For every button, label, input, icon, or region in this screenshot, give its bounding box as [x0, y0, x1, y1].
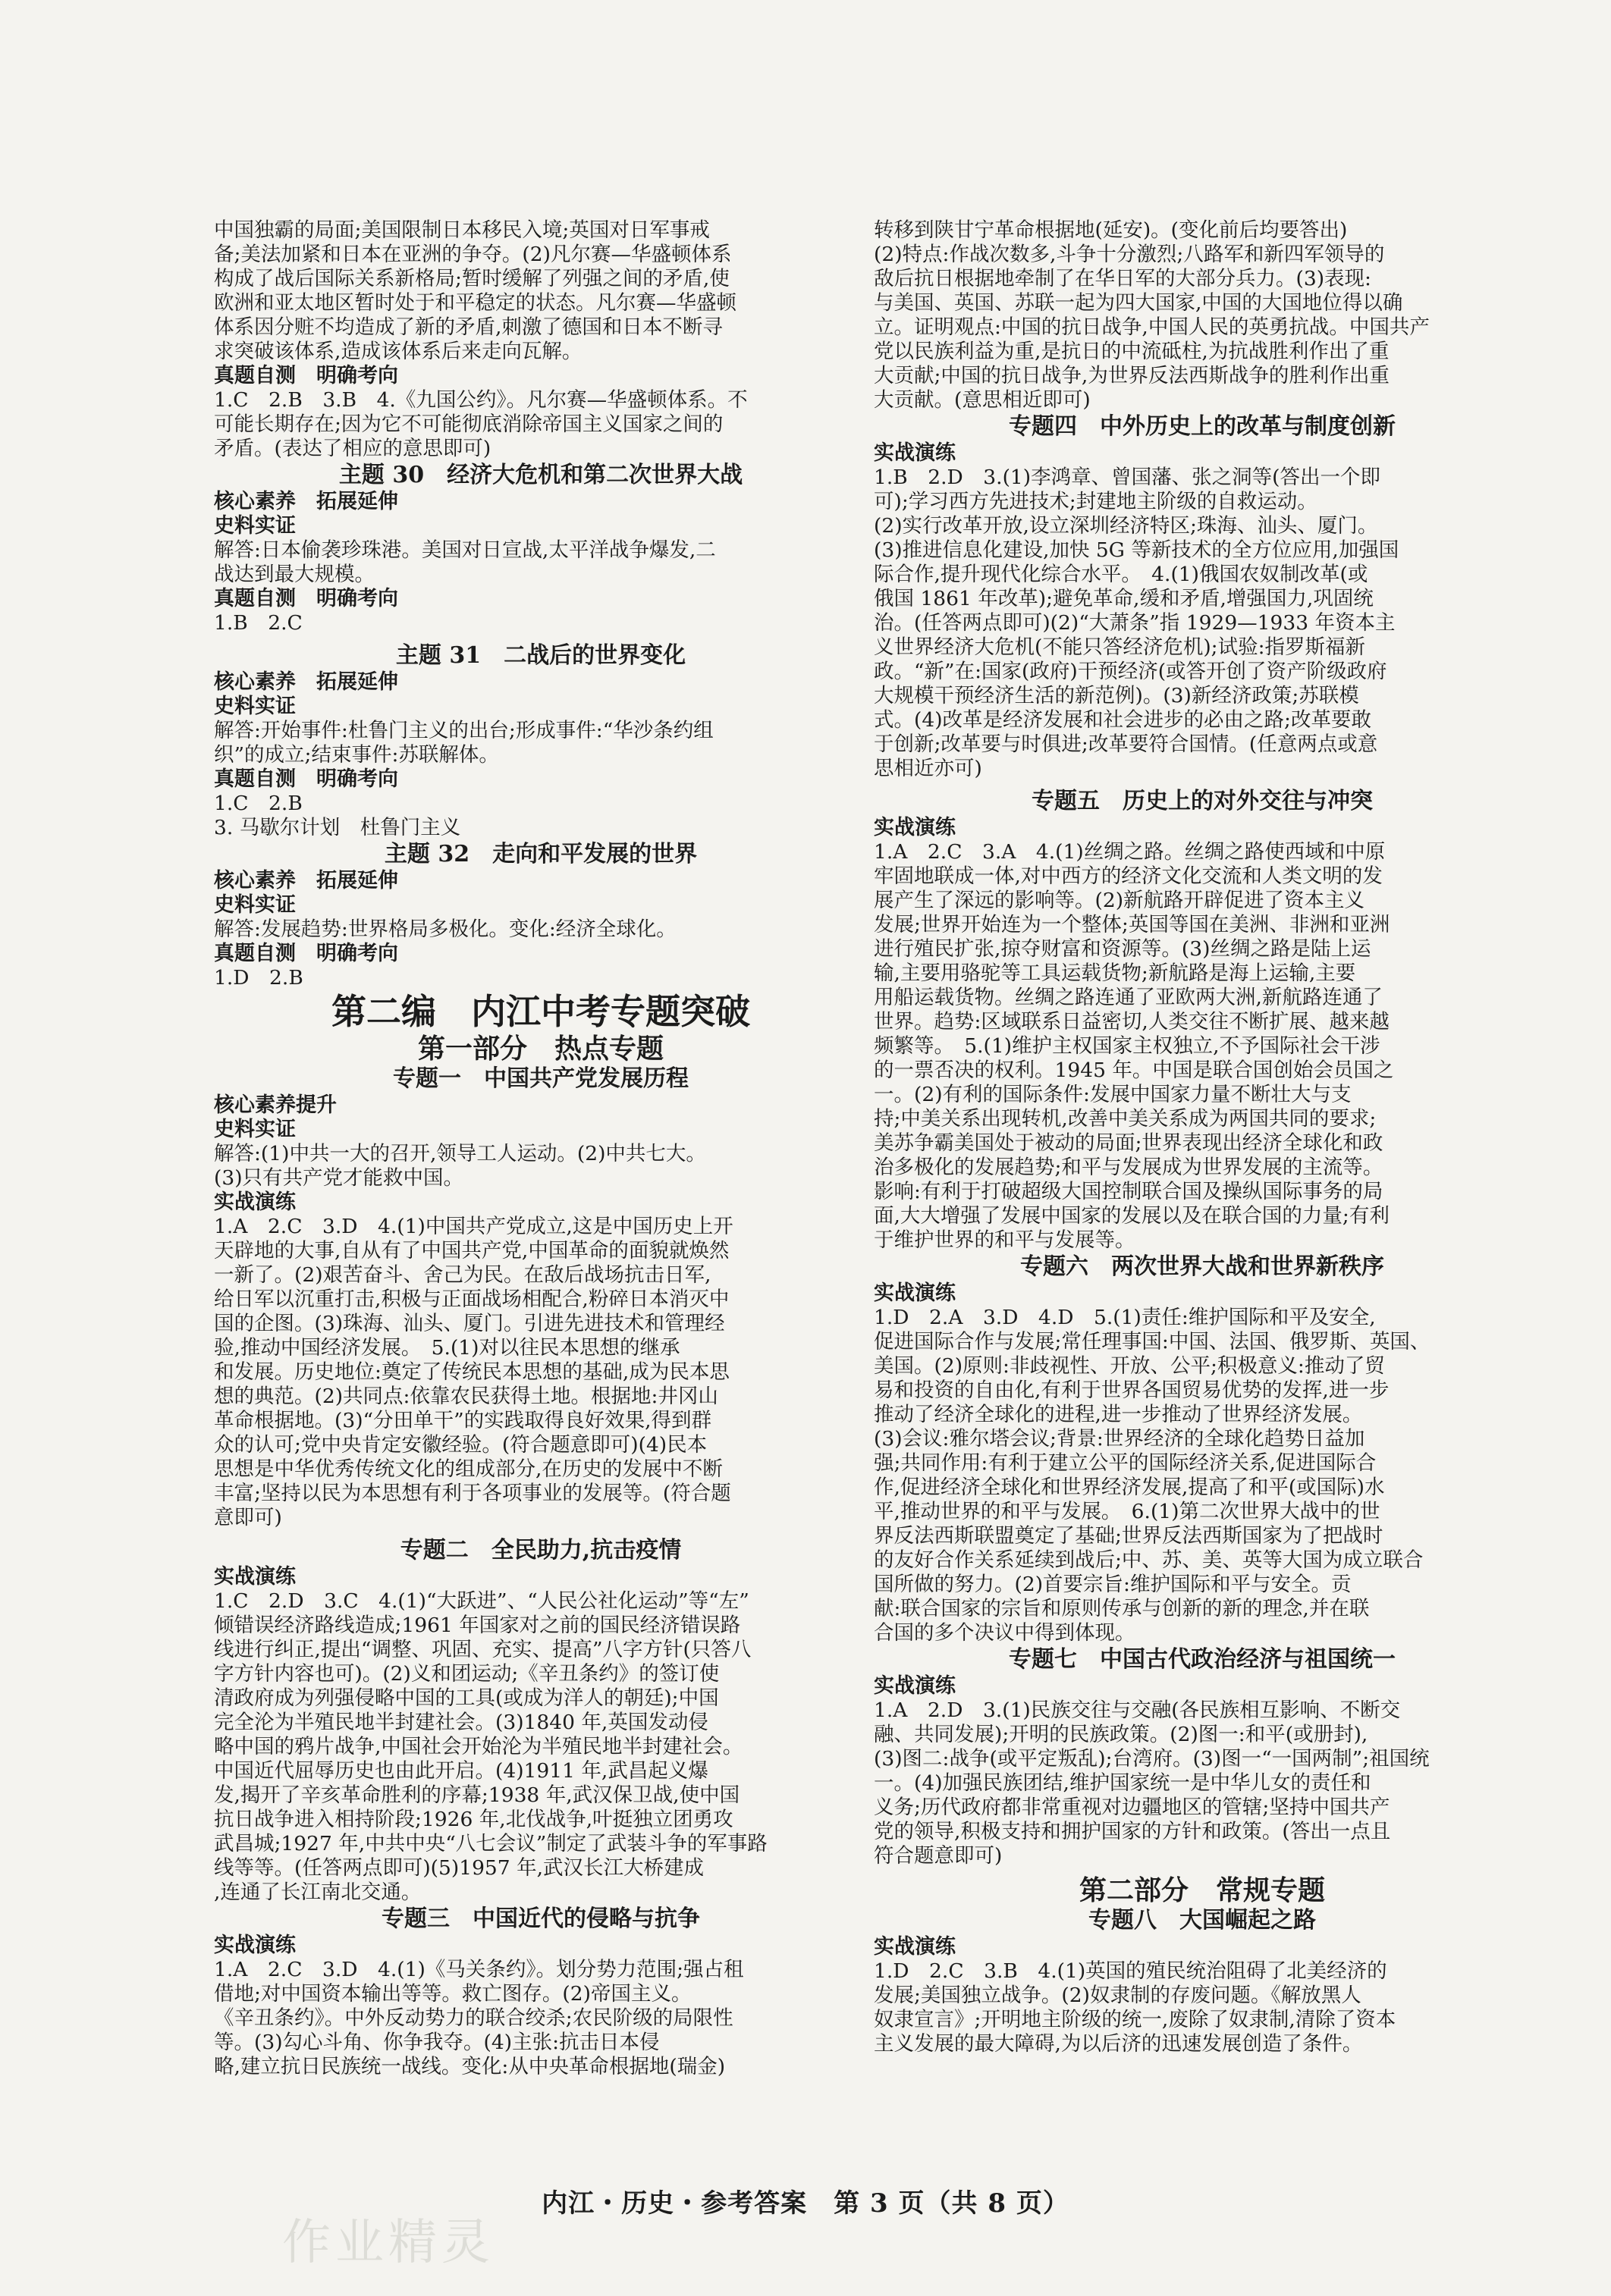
spacer: [874, 781, 1531, 787]
answer-paragraph: 1.D 2.B: [214, 966, 303, 990]
section-label: 实战演练: [214, 1934, 296, 1957]
answer-paragraph: 1.D 2.A 3.D 4.D 5.(1)责任:维护国际和平及安全, 促进国际合作与发展;常任理事国:中国、法国、俄罗斯、英国、 美国。(2)原则:非歧视性、开放、公平;积极意义:推动了贸 易和投资的自由化,有利于世界各国贸易优势的发挥,进一步 推动了经济全球化的进程,进一步推动了世界经济发展。 (3)会议:雅尔塔会议;背景:世界经济的全球化趋势日益加 强;共同作用:有利于建立公平的国际经济关系,促进国际合 作,促进经济全球化和世界经济发展,提高了和平(或国际)水 平,推动世界的和平与发展。 6.(1)第二次世界大战中的世 界反法西斯联盟奠定了基础;世界反法西斯国家为了把战时 的友好合作关系延续到战后;中、苏、美、英等大国为成立联合 国所做的努力。(2)首要宗旨:维护国际和平与安全。贡 献:联合国家的宗旨和原则传承与创新的新的理念,并在联 合国的多个决议中得到体现。: [874, 1306, 1430, 1645]
section-label: 核心素养 拓展延伸: [214, 670, 398, 694]
section-label: 实战演练: [214, 1190, 296, 1214]
answer-paragraph: 转移到陕甘宁革命根据地(延安)。(变化前后均要答出) (2)特点:作战次数多,斗争十分激烈;八路军和新四军领导的 敌后抗日根据地牵制了在华日军的大部分兵力。(3)表现: 与美国、英国、苏联一起为四大国家,中国的大国地位得以确 立。证明观点:中国的抗日战争,中国人民的英勇抗战。中国共产 党以民族利益为重,是抗日的中流砥柱,为抗战胜利作出了重 大贡献;中国的抗日战争,为世界反法西斯战争的胜利作出重 大贡献。(意思相近即可): [874, 218, 1430, 412]
answer-paragraph: 中国独霸的局面;美国限制日本移民入境;英国对日军事戒 备;美法加紧和日本在亚洲的争夺。(2)凡尔赛—华盛顿体系 构成了战后国际关系新格局;暂时缓解了列强之间的矛盾,使 欧洲和亚太地区暂时处于和平稳定的状态。凡尔赛—华盛顿 体系因分赃不均造成了新的矛盾,刺激了德国和日本不断寻 求突破该体系,造成该体系后来走向瓦解。: [214, 218, 736, 363]
page-footer: 内江・历史・参考答案 第 3 页（共 8 页）: [542, 2188, 1069, 2219]
section-label: 实战演练: [214, 1565, 296, 1589]
section-label: 真题自测 明确考向: [214, 767, 398, 791]
left-column: [214, 218, 868, 2079]
topic-heading: 专题八 大国崛起之路: [1088, 1907, 1316, 1934]
answer-paragraph: 解答:日本偷袭珍珠港。美国对日宣战,太平洋战争爆发,二 战达到最大规模。: [214, 538, 716, 586]
section-label: 实战演练: [874, 1935, 956, 1959]
section-label: 核心素养 拓展延伸: [214, 490, 398, 513]
section-label: 真题自测 明确考向: [214, 942, 398, 965]
topic-heading: 专题五 历史上的对外交往与冲突: [1032, 788, 1373, 814]
topic-heading: 专题一 中国共产党发展历程: [393, 1065, 689, 1092]
answer-paragraph: 1.C 2.B 3.B 4.《九国公约》。凡尔赛—华盛顿体系。不 可能长期存在;因为它不可能彻底消除帝国主义国家之间的 矛盾。(表达了相应的意思即可): [214, 388, 748, 460]
spacer: [214, 1530, 868, 1536]
answer-paragraph: 1.D 2.C 3.B 4.(1)英国的殖民统治阻碍了北美经济的 发展;美国独立战争。(2)奴隶制的存废问题。《解放黑人 奴隶宣言》;开明地主阶级的统一,废除了奴隶制,清除了资本 主义发展的最大障碍,为以后济的迅速发展创造了条件。: [874, 1959, 1396, 2056]
section-label: 史料实证: [214, 514, 296, 538]
answer-paragraph: 解答:开始事件:杜鲁门主义的出台;形成事件:“华沙条约组 织”的成立;结束事件:苏联解体。: [214, 719, 714, 767]
answer-paragraph: 1.A 2.C 3.D 4.(1)《马关条约》。划分势力范围;强占租 借地;对中国资本输出等等。救亡图存。(2)帝国主义。 《辛丑条约》。中外反动势力的联合绞杀;农民阶级的局限性 等。(3)勾心斗角、你争我夺。(4)主张:抗击日本侵 略,建立抗日民族统一战线。变化:从中央革命根据地(瑞金): [214, 1958, 744, 2078]
section-label: 核心素养 拓展延伸: [214, 869, 398, 892]
spacer: [214, 635, 868, 641]
answer-paragraph: 解答:发展趋势:世界格局多极化。变化:经济全球化。: [214, 917, 677, 941]
topic-heading: 专题六 两次世界大战和世界新秩序: [1020, 1253, 1384, 1280]
section-label: 真题自测 明确考向: [214, 587, 398, 610]
topic-heading: 主题 32 走向和平发展的世界: [384, 841, 698, 867]
unit-heading: 第二编 内江中考专题突破: [331, 991, 750, 1032]
right-column: [874, 218, 1531, 2056]
part-heading: 第二部分 常规专题: [1079, 1874, 1325, 1906]
section-label: 实战演练: [874, 441, 956, 465]
spacer: [874, 1868, 1531, 1874]
topic-heading: 专题四 中外历史上的改革与制度创新: [1009, 413, 1396, 440]
section-label: 实战演练: [874, 1674, 956, 1698]
topic-heading: 主题 31 二战后的世界变化: [395, 642, 686, 669]
topic-heading: 专题七 中国古代政治经济与祖国统一: [1009, 1646, 1396, 1673]
answer-paragraph: 解答:(1)中共一大的召开,领导工人运动。(2)中共七大。 (3)只有共产党才能救中国。: [214, 1142, 706, 1190]
topic-heading: 专题二 全民助力,抗击疫情: [400, 1537, 682, 1564]
section-label: 史料实证: [214, 695, 296, 718]
section-label: 实战演练: [874, 1281, 956, 1305]
section-label: 史料实证: [214, 893, 296, 917]
answer-paragraph: 1.A 2.C 3.D 4.(1)中国共产党成立,这是中国历史上开 天辟地的大事,自从有了中国共产党,中国革命的面貌就焕然 一新了。(2)艰苦奋斗、舍己为民。在敌后战场抗击日军, 给日军以沉重打击,积极与正面战场相配合,粉碎日本消灭中 国的企图。(3)珠海、汕头、厦门。引进先进技术和管理经 验,推动中国经济发展。 5.(1)对以往民本思想的继承 和发展。历史地位:奠定了传统民本思想的基础,成为民本思 想的典范。(2)共同点:依靠农民获得土地。根据地:井冈山 革命根据地。(3)“分田单干”的实践取得良好效果,得到群 众的认可;党中央肯定安徽经验。(符合题意即可)(4)民本 思想是中华优秀传统文化的组成部分,在历史的发展中不断 丰富;坚持以民为本思想有利于各项事业的发展等。(符合题 意即可): [214, 1215, 733, 1529]
part-heading: 第一部分 热点专题: [417, 1033, 664, 1065]
topic-heading: 专题三 中国近代的侵略与抗争: [382, 1905, 700, 1932]
watermark-logo: 作业精灵: [282, 2215, 495, 2271]
section-label: 史料实证: [214, 1118, 296, 1141]
topic-heading: 主题 30 经济大危机和第二次世界大战: [338, 462, 743, 488]
answer-paragraph: 1.C 2.B 3. 马歇尔计划 杜鲁门主义: [214, 792, 461, 839]
answer-paragraph: 1.C 2.D 3.C 4.(1)“大跃进”、“人民公社化运动”等“左” 倾错误经济路线造成;1961 年国家对之前的国民经济错误路 线进行纠正,提出“调整、巩固、充实、提高”八字方针(只答八 字方针内容也可)。(2)义和团运动;《辛丑条约》的签订使 清政府成为列强侵略中国的工具(或成为洋人的朝廷);中国 完全沦为半殖民地半封建社会。(3)1840 年,英国发动侵 略中国的鸦片战争,中国社会开始沦为半殖民地半封建社会。 中国近代屈辱历史也由此开启。(4)1911 年,武昌起义爆 发,揭开了辛亥革命胜利的序幕;1938 年,武汉保卫战,使中国 抗日战争进入相持阶段;1926 年,北伐战争,叶挺独立团勇攻 武昌城;1927 年,中共中央“八七会议”制定了武装斗争的军事路 线等等。(任答两点即可)(5)1957 年,武汉长江大桥建成 ,连通了长江南北交通。: [214, 1589, 768, 1904]
section-label: 核心素养提升: [214, 1093, 337, 1117]
section-label: 真题自测 明确考向: [214, 364, 398, 387]
answer-paragraph: 1.A 2.D 3.(1)民族交往与交融(各民族相互影响、不断交 融、共同发展);开明的民族政策。(2)图一:和平(或册封), (3)图二:战争(或平定叛乱);台湾府。(3)图一“一国两制”;祖国统 一。(4)加强民族团结,维护国家统一是中华儿女的责任和 义务;历代政府都非常重视对边疆地区的管辖;坚持中国共产 党的领导,积极支持和拥护国家的方针和政策。(答出一点且 符合题意即可): [874, 1698, 1430, 1868]
answer-paragraph: 1.B 2.C: [214, 611, 303, 635]
section-label: 实战演练: [874, 816, 956, 839]
answer-paragraph: 1.A 2.C 3.A 4.(1)丝绸之路。丝绸之路使西域和中原 牢固地联成一体,对中西方的经济文化交流和人类文明的发 展产生了深远的影响等。(2)新航路开辟促进了资本主义 发展;世界开始连为一个整体;英国等国在美洲、非洲和亚洲 进行殖民扩张,掠夺财富和资源等。(3)丝绸之路是陆上运 输,主要用骆驼等工具运载货物;新航路是海上运输,主要 用船运载货物。丝绸之路连通了亚欧两大洲,新航路连通了 世界。趋势:区域联系日益密切,人类交往不断扩展、越来越 频繁等。 5.(1)维护主权国家主权独立,不予国际社会干涉 的一票否决的权利。1945 年。中国是联合国创始会员国之 一。(2)有利的国际条件:发展中国家力量不断壮大与支 持;中美关系出现转机,改善中美关系成为两国共同的要求; 美苏争霸美国处于被动的局面;世界表现出经济全球化和政 治多极化的发展趋势;和平与发展成为世界发展的主流等。 影响:有利于打破超级大国控制联合国及操纵国际事务的局 面,大大增强了发展中国家的发展以及在联合国的力量;有利 于维护世界的和平与发展等。: [874, 840, 1394, 1252]
answer-paragraph: 1.B 2.D 3.(1)李鸿章、曾国藩、张之洞等(答出一个即 可);学习西方先进技术;封建地主阶级的自救运动。 (2)实行改革开放,设立深圳经济特区;珠海、汕头、厦门。 (3)推进信息化建设,加快 5G 等新技术的全方位应用,加强国 际合作,提升现代化综合水平。 4.(1)俄国农奴制改革(或 俄国 1861 年改革);避免革命,缓和矛盾,增强国力,巩固统 治。(任答两点即可)(2)“大萧条”指 1929—1933 年资本主 义世界经济大危机(不能只答经济危机);试验:指罗斯福新 政。“新”在:国家(政府)干预经济(或答开创了资产阶级政府 大规模干预经济生活的新范例)。(3)新经济政策;苏联模 式。(4)改革是经济发展和社会进步的必由之路;改革要敢 于创新;改革要与时俱进;改革要符合国情。(任意两点或意 思相近亦可): [874, 466, 1399, 780]
